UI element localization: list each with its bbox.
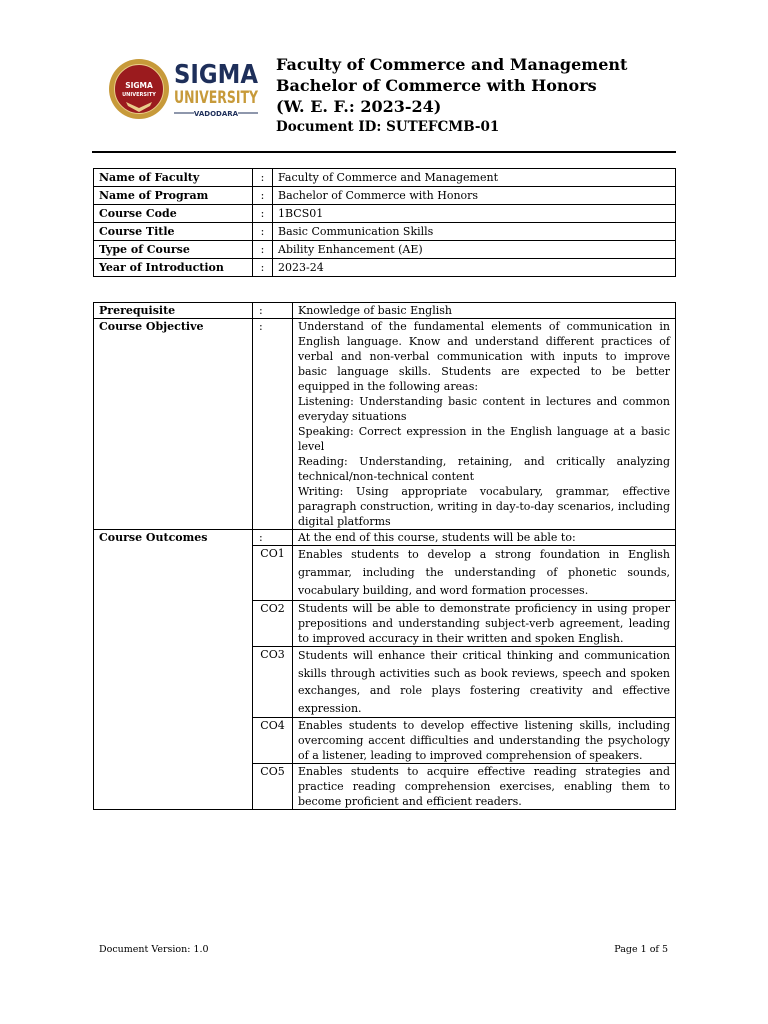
objective-speaking: Speaking: Correct expression in the English language at a basic level <box>298 425 670 453</box>
outcome-code: CO2 <box>253 601 293 647</box>
seal-text: SIGMA <box>125 81 153 90</box>
prerequisite-row <box>94 303 676 319</box>
outcome-text: Enables students to acquire effective reading strategies and practice reading comprehension exercises, enabling them to become proficient and efficient readers. <box>293 764 676 810</box>
document-version: Document Version: 1.0 <box>99 944 209 955</box>
outcome-code: CO3 <box>253 647 293 718</box>
table-row <box>94 223 676 241</box>
university-logo <box>106 56 260 122</box>
objective-intro: Understand of the fundamental elements of communication in English language. Know and understand different practices of verbal and non-verbal communication with inputs to improve basic language skills. Students are expected to be better equipped in the following areas: <box>298 320 670 393</box>
row-separator: : <box>253 530 293 546</box>
row-value: Basic Communication Skills <box>273 223 676 241</box>
table-row <box>94 259 676 277</box>
row-value: Bachelor of Commerce with Honors <box>273 187 676 205</box>
row-value: Faculty of Commerce and Management <box>273 169 676 187</box>
row-label: Course Title <box>94 223 253 241</box>
course-detail-table <box>93 302 676 810</box>
document-header <box>276 54 627 136</box>
header-divider <box>92 151 676 153</box>
outcomes-intro-row <box>94 530 676 546</box>
course-info-table <box>93 168 676 277</box>
row-separator: : <box>253 169 273 187</box>
outcome-text: Students will be able to demonstrate proficiency in using proper prepositions and understanding subject-verb agreement, leading to improved accuracy in their written and spoken English. <box>293 601 676 647</box>
logo-name-2: UNIVERSITY <box>174 88 259 108</box>
outcomes-label: Course Outcomes <box>94 530 253 810</box>
outcomes-intro: At the end of this course, students will be able to: <box>293 530 676 546</box>
row-label: Type of Course <box>94 241 253 259</box>
row-value: Ability Enhancement (AE) <box>273 241 676 259</box>
svg-text:UNIVERSITY: UNIVERSITY <box>122 92 156 98</box>
sigma-university-logo-graphic <box>106 56 260 122</box>
objective-reading: Reading: Understanding, retaining, and critically analyzing technical/non-technical content <box>298 455 670 483</box>
row-separator: : <box>253 259 273 277</box>
row-separator: : <box>253 241 273 259</box>
table-row <box>94 241 676 259</box>
header-program: Bachelor of Commerce with Honors <box>276 76 597 95</box>
row-label: Name of Program <box>94 187 253 205</box>
table-row <box>94 169 676 187</box>
prerequisite-value: Knowledge of basic English <box>293 303 676 319</box>
logo-city: VADODARA <box>193 110 239 118</box>
outcome-text: Students will enhance their critical thinking and communication skills through activities such as book reviews, speech and spoken exchanges, and role plays fostering creativity and effective expression. <box>293 647 676 718</box>
outcome-code: CO4 <box>253 718 293 764</box>
header-document-id: Document ID: SUTEFCMB-01 <box>276 119 500 135</box>
table-row <box>94 205 676 223</box>
row-separator: : <box>253 187 273 205</box>
outcome-code: CO1 <box>253 546 293 601</box>
header-wef: (W. E. F.: 2023-24) <box>276 97 442 116</box>
row-separator: : <box>253 223 273 241</box>
row-separator: : <box>253 303 293 319</box>
row-separator: : <box>253 205 273 223</box>
row-label: Course Code <box>94 205 253 223</box>
objective-text <box>293 319 676 530</box>
table-row <box>94 187 676 205</box>
outcome-code: CO5 <box>253 764 293 810</box>
objective-label: Course Objective <box>94 319 253 530</box>
outcome-text: Enables students to develop a strong foundation in English grammar, including the understanding of phonetic sounds, vocabulary building, and word formation processes. <box>293 546 676 601</box>
prerequisite-label: Prerequisite <box>94 303 253 319</box>
outcome-text: Enables students to develop effective listening skills, including overcoming accent difficulties and understanding the psychology of a listener, leading to improved comprehension of speakers. <box>293 718 676 764</box>
row-separator: : <box>253 319 293 530</box>
logo-name-1: SIGMA <box>174 60 258 90</box>
objective-row <box>94 319 676 530</box>
row-label: Name of Faculty <box>94 169 253 187</box>
objective-listening: Listening: Understanding basic content in lectures and common everyday situations <box>298 395 670 423</box>
header-faculty: Faculty of Commerce and Management <box>276 55 628 74</box>
row-value: 2023-24 <box>273 259 676 277</box>
objective-writing: Writing: Using appropriate vocabulary, grammar, effective paragraph construction, writing in day-to-day scenarios, including digital platforms <box>298 485 670 528</box>
page-number: Page 1 of 5 <box>614 944 668 955</box>
row-value: 1BCS01 <box>273 205 676 223</box>
row-label: Year of Introduction <box>94 259 253 277</box>
